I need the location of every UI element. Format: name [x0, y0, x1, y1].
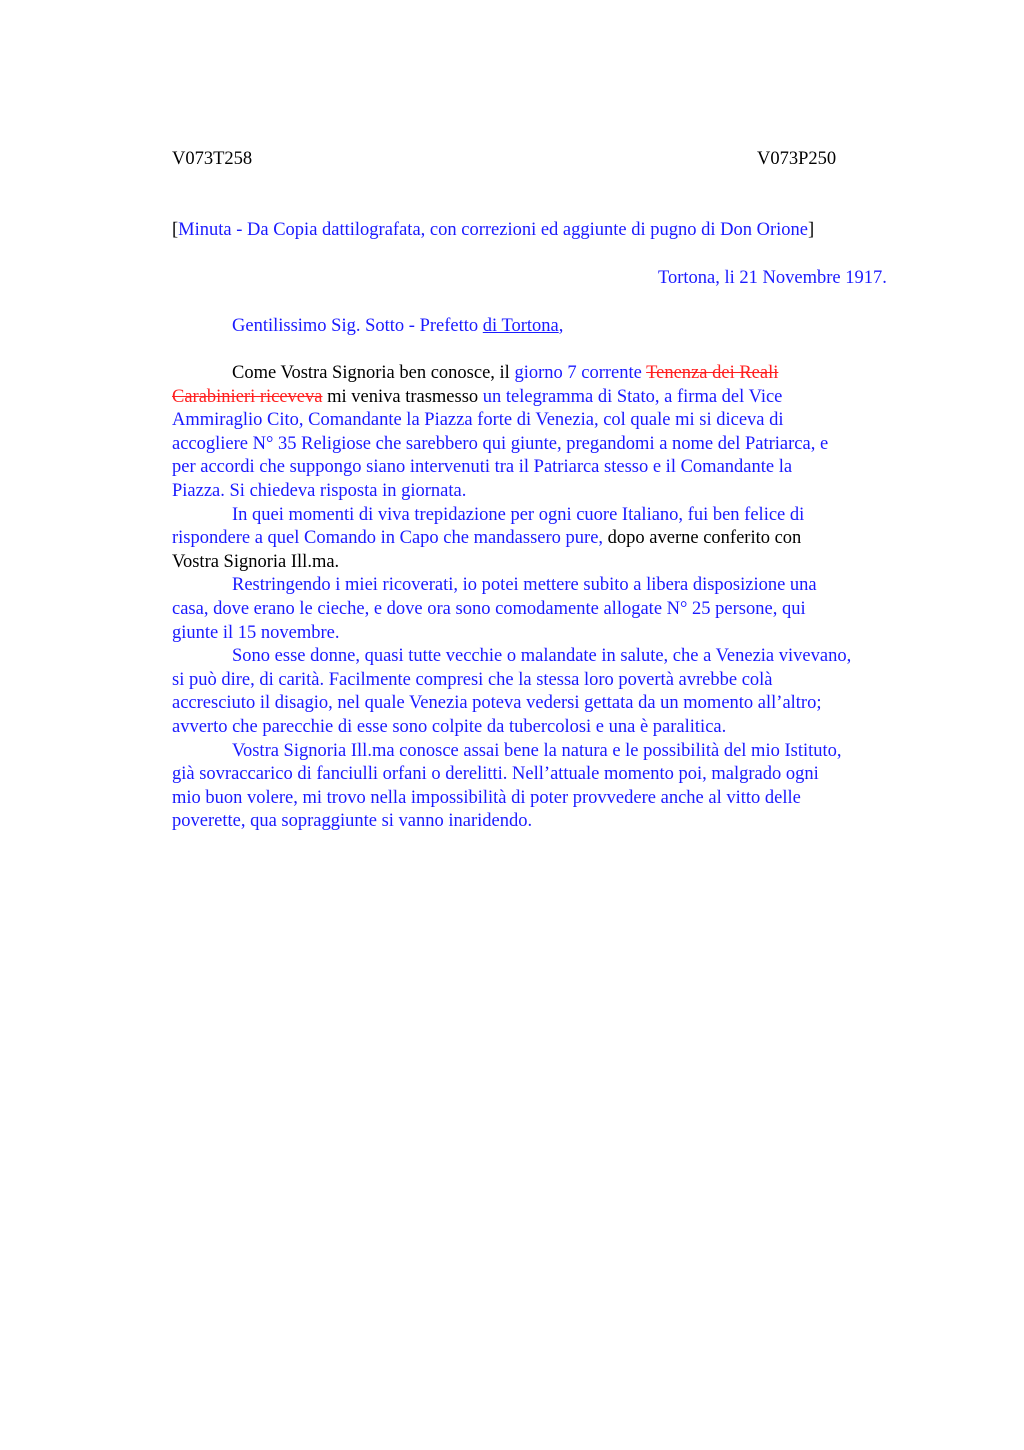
text-line: Piazza. Si chiedeva risposta in giornata. — [172, 480, 467, 501]
paragraph-1 — [172, 362, 932, 504]
note-text: Minuta - Da Copia dattilografata, con correzioni ed aggiunte di pugno di Don Orione — [178, 220, 809, 240]
deleted-text: Tenenza dei Reali — [646, 363, 779, 383]
paragraph-3 — [172, 574, 932, 645]
text-line — [172, 362, 932, 386]
text-line: per accordi che suppongo siano intervenuti tra il Patriarca stesso e il Comandante la — [172, 457, 793, 478]
text-line: accogliere N° 35 Religiose che sarebbero qui giunte, pregandomi a nome del Patriarca, e — [172, 433, 829, 454]
added-text: un telegramma di Stato, a firma del Vice — [482, 386, 783, 407]
text-line: Vostra Signoria Ill.ma. — [172, 551, 340, 572]
salutation-main: Gentilissimo Sig. Sotto - Prefetto — [232, 316, 483, 336]
letter-body — [172, 362, 932, 834]
document-code-left: V073T258 — [172, 149, 253, 169]
added-text: rispondere a quel Comando in Capo che mandassero pure, — [172, 528, 604, 549]
added-text: giorno 7 corrente — [514, 363, 647, 383]
salutation-underlined: di Tortona — [482, 316, 559, 336]
paragraph-5 — [172, 740, 932, 834]
text-line: accresciuto il disagio, nel quale Venezia poteva vedersi gettata da un momento all’altro; — [172, 693, 822, 714]
text-line: già sovraccarico di fanciulli orfani o derelitti. Nell’attuale momento poi, malgrado ogni — [172, 764, 819, 785]
note-close-bracket: ] — [808, 220, 815, 240]
text-line: In quei momenti di viva trepidazione per ogni cuore Italiano, fui ben felice di — [232, 504, 805, 525]
text-line: Sono esse donne, quasi tutte vecchie o malandate in salute, che a Venezia vivevano, — [232, 646, 852, 667]
text-segment: Come Vostra Signoria ben conosce, il — [232, 363, 515, 383]
text-line: avverto che parecchie di esse sono colpite da tubercolosi e una è paralitica. — [172, 716, 727, 737]
text-line: Vostra Signoria Ill.ma conosce assai bene la natura e le possibilità del mio Istituto, — [232, 740, 842, 761]
note-open-bracket: [ — [172, 220, 179, 240]
paragraph-2 — [172, 504, 932, 575]
text-line: casa, dove erano le cieche, e dove ora sono comodamente allogate N° 25 persone, qui — [172, 598, 806, 619]
text-line — [172, 527, 932, 551]
dateline: Tortona, li 21 Novembre 1917. — [658, 268, 887, 288]
salutation-comma: , — [558, 316, 564, 336]
text-line: si può dire, di carità. Facilmente compresi che la stessa loro povertà avrebbe colà — [172, 669, 773, 690]
salutation — [232, 315, 563, 337]
text-line — [172, 386, 932, 410]
document-code-right: V073P250 — [757, 149, 837, 169]
text-line: Restringendo i miei ricoverati, io potei mettere subito a libera disposizione una — [232, 575, 817, 596]
text-line: giunte il 15 novembre. — [172, 622, 340, 643]
text-line: Ammiraglio Cito, Comandante la Piazza forte di Venezia, col quale mi si diceva di — [172, 410, 784, 431]
paragraph-4 — [172, 645, 932, 739]
text-segment: dopo averne conferito con — [603, 528, 802, 549]
text-line: mio buon volere, mi trovo nella impossibilità di poter provvedere anche al vitto delle — [172, 787, 801, 808]
deleted-text: Carabinieri riceveva — [172, 386, 323, 407]
text-line: poverette, qua sopraggiunte si vanno inaridendo. — [172, 811, 533, 832]
text-segment: mi veniva trasmesso — [322, 386, 483, 407]
editorial-note — [172, 219, 814, 241]
